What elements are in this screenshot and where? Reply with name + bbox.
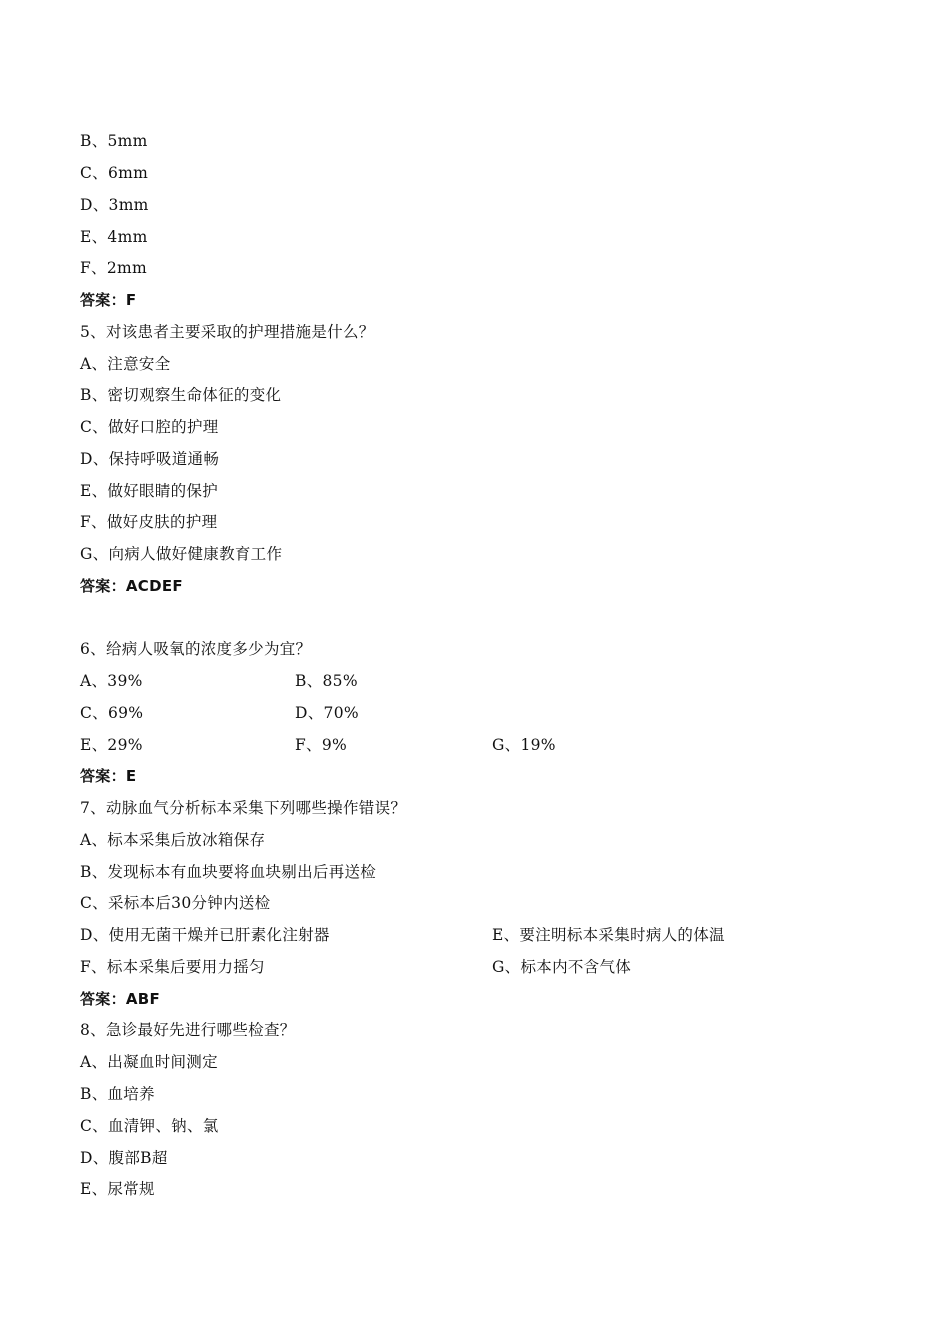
q4-option-d: D、3mm: [80, 196, 149, 214]
q4-option-c: C、6mm: [80, 164, 149, 182]
q5-option-f: F、做好皮肤的护理: [80, 513, 218, 531]
q7-question: 7、动脉血气分析标本采集下列哪些操作错误？: [80, 799, 407, 817]
q8-option-c: C、血清钾、钠、氯: [80, 1117, 219, 1135]
q7-option-b: B、发现标本有血块要将血块剔出后再送检: [80, 863, 377, 881]
q5-option-b: B、密切观察生命体征的变化: [80, 386, 282, 404]
q7-answer: 答案：ABF: [80, 990, 161, 1008]
q6-option-f: F、9%: [295, 736, 348, 754]
q4-option-f: F、2mm: [80, 259, 148, 277]
q5-answer: 答案：ACDEF: [80, 577, 183, 595]
q6-option-b: B、85%: [295, 672, 358, 690]
q7-option-e: E、要注明标本采集时病人的体温: [492, 926, 725, 944]
q8-option-e: E、尿常规: [80, 1180, 155, 1198]
q6-option-a: A、39%: [80, 672, 143, 690]
q8-option-a: A、出凝血时间测定: [80, 1053, 218, 1071]
q6-answer: 答案：E: [80, 767, 137, 785]
q5-option-e: E、做好眼睛的保护: [80, 482, 219, 500]
q6-option-g: G、19%: [492, 736, 556, 754]
q5-option-c: C、做好口腔的护理: [80, 418, 219, 436]
q5-option-g: G、向病人做好健康教育工作: [80, 545, 283, 563]
q8-option-b: B、血培养: [80, 1085, 155, 1103]
q6-option-e: E、29%: [80, 736, 143, 754]
q4-option-b: B、5mm: [80, 132, 148, 150]
q4-answer: 答案：F: [80, 291, 137, 309]
q8-option-d: D、腹部B超: [80, 1149, 168, 1167]
q4-option-e: E、4mm: [80, 228, 148, 246]
q7-option-c: C、采标本后30分钟内送检: [80, 894, 271, 912]
q5-question: 5、对该患者主要采取的护理措施是什么？: [80, 323, 375, 341]
q8-question: 8、急诊最好先进行哪些检查？: [80, 1021, 296, 1039]
q7-option-f: F、标本采集后要用力摇匀: [80, 958, 265, 976]
q6-option-c: C、69%: [80, 704, 144, 722]
q7-option-g: G、标本内不含气体: [492, 958, 632, 976]
q5-option-d: D、保持呼吸道通畅: [80, 450, 220, 468]
q7-option-a: A、标本采集后放冰箱保存: [80, 831, 266, 849]
q5-option-a: A、注意安全: [80, 355, 171, 373]
q6-option-d: D、70%: [295, 704, 359, 722]
q7-option-d: D、使用无菌干燥并已肝素化注射器: [80, 926, 330, 944]
q6-question: 6、给病人吸氧的浓度多少为宜？: [80, 640, 312, 658]
